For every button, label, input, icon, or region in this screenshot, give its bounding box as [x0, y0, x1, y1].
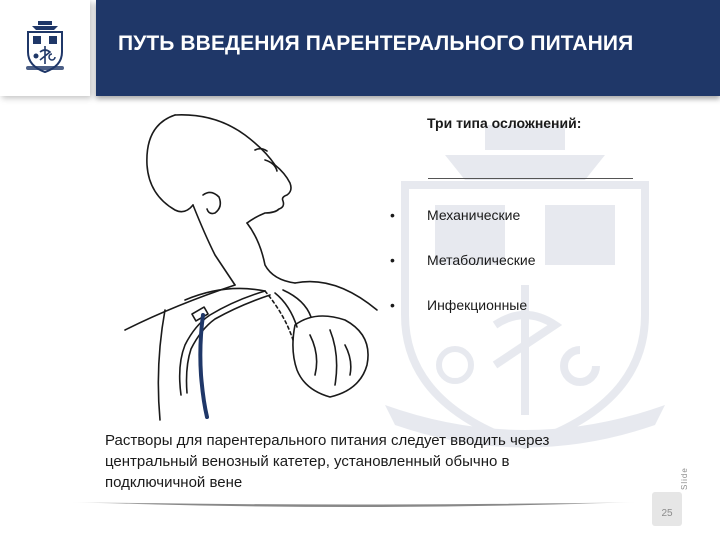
slide-number-box — [652, 492, 682, 526]
slide-number: 25 — [661, 508, 673, 519]
list-item — [390, 250, 535, 295]
bullet-icon: • — [390, 207, 395, 223]
caption-line: центральный венозный катетер, установленный обычно в — [105, 453, 510, 470]
catheter-illustration — [115, 105, 385, 425]
university-crest-icon — [24, 20, 66, 74]
complication-metabolic: Метаболические — [427, 252, 536, 268]
bullet-icon: • — [390, 252, 395, 268]
logo-panel — [0, 0, 90, 96]
header-bar — [96, 0, 720, 96]
caption-text — [105, 430, 665, 493]
complication-infectious: Инфекционные — [427, 297, 528, 313]
caption-line: Растворы для парентерального питания следует вводить через — [105, 432, 550, 449]
slide-title: ПУТЬ ВВЕДЕНИЯ ПАРЕНТЕРАЛЬНОГО ПИТАНИЯ — [118, 32, 634, 55]
list-item — [390, 295, 535, 340]
complication-mechanical: Механические — [427, 207, 521, 223]
complications-heading: Три типа осложнений: — [427, 115, 582, 131]
list-item — [390, 205, 535, 250]
complications-list — [390, 205, 535, 340]
heading-divider — [428, 178, 633, 179]
slide-label: Slide — [680, 467, 689, 490]
footer-shadow-divider — [70, 500, 640, 512]
bullet-icon: • — [390, 297, 395, 313]
caption-line: подключичной вене — [105, 474, 243, 491]
